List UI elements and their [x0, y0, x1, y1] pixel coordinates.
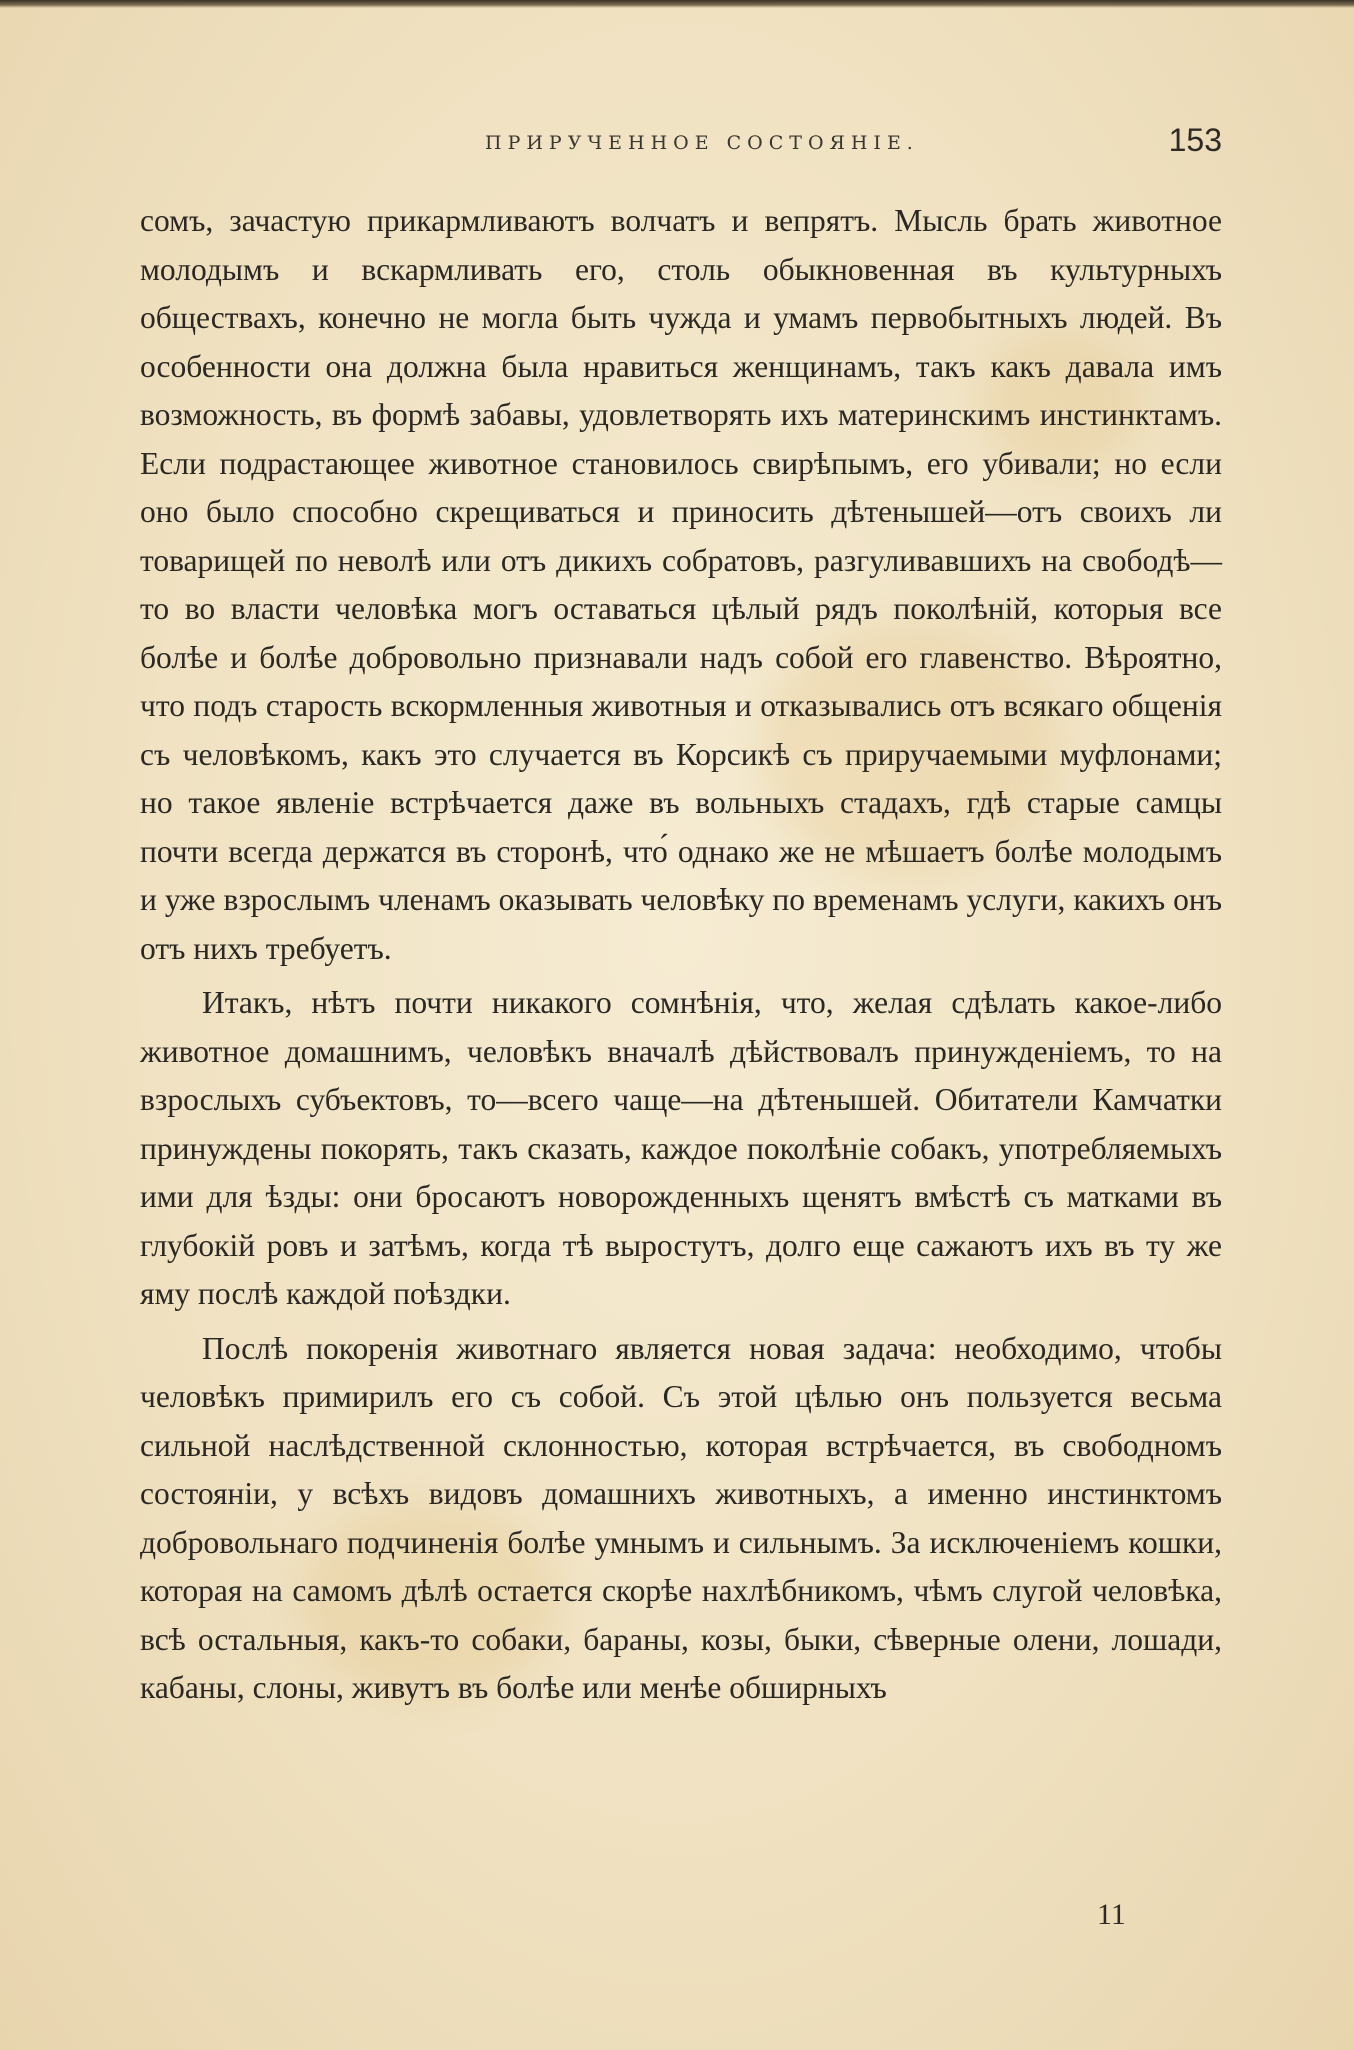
page-header: [140, 122, 1222, 172]
page-top-edge: [0, 0, 1354, 8]
paragraph-3: Послѣ покоренія животнаго является новая задача: необходимо, чтобы человѣкъ примирилъ его съ собой. Съ этой цѣлью онъ пользуется весьма сильной наслѣдственной склонностью, которая встрѣчается, въ свободномъ состояніи, у всѣхъ видовъ домашнихъ животныхъ, а именно инстинктомъ добровольнаго подчиненія болѣе умнымъ и сильнымъ. За исключеніемъ кошки, которая на самомъ дѣлѣ остается скорѣе нахлѣбникомъ, чѣмъ слугой человѣка, всѣ остальныя, какъ-то собаки, бараны, козы, быки, сѣверные олени, лошади, кабаны, слоны, живутъ въ болѣе или менѣе обширныхъ: [140, 1330, 1222, 1705]
running-head: ПРИРУЧЕННОЕ СОСТОЯНІЕ.: [485, 132, 919, 154]
body-text: [140, 197, 1222, 1713]
paragraph-1: сомъ, зачастую прикармливаютъ волчатъ и вепрятъ. Мысль брать животное молодымъ и вскармливать его, столь обыкновенная въ культурныхъ обществахъ, конечно не могла быть чужда и умамъ первобытныхъ людей. Въ особенности она должна была нравиться женщинамъ, такъ какъ давала имъ возможность, въ формѣ забавы, удовлетворять ихъ материнскимъ инстинктамъ. Если подрастающее животное становилось свирѣпымъ, его убивали; но если оно было способно скрещиваться и приносить дѣтенышей—отъ своихъ ли товарищей по неволѣ или отъ дикихъ собратовъ, разгуливавшихъ на свободѣ—то во власти человѣка могъ оставаться цѣлый рядъ поколѣній, которыя все болѣе и болѣе добровольно признавали надъ собой его главенство. Вѣроятно, что подъ старость вскормленныя животныя и отказывались отъ всякаго общенія съ человѣкомъ, какъ это случается въ Корсикѣ съ приручаемыми муфлонами; но такое явленіе встрѣчается даже въ вольныхъ стадахъ, гдѣ старые самцы почти всегда держатся въ сторонѣ, что́ однако же не мѣшаетъ болѣе молодымъ и уже взрослымъ членамъ оказывать человѣку по временамъ услуги, какихъ онъ отъ нихъ требуетъ.: [140, 203, 1222, 966]
paragraph-2: Итакъ, нѣтъ почти никакого сомнѣнія, что, желая сдѣлать какое-либо животное домашнимъ, человѣкъ вначалѣ дѣйствовалъ принужденіемъ, то на взрослыхъ субъектовъ, то—всего чаще—на дѣтенышей. Обитатели Камчатки принуждены покорять, такъ сказать, каждое поколѣніе собакъ, употребляемыхъ ими для ѣзды: они бросаютъ новорожденныхъ щенятъ вмѣстѣ съ матками въ глубокій ровъ и затѣмъ, когда тѣ выростутъ, долго еще сажаютъ ихъ въ ту же яму послѣ каждой поѣздки.: [140, 985, 1222, 1311]
page-number: 153: [1168, 122, 1222, 158]
signature-mark: 11: [1097, 1898, 1126, 1931]
